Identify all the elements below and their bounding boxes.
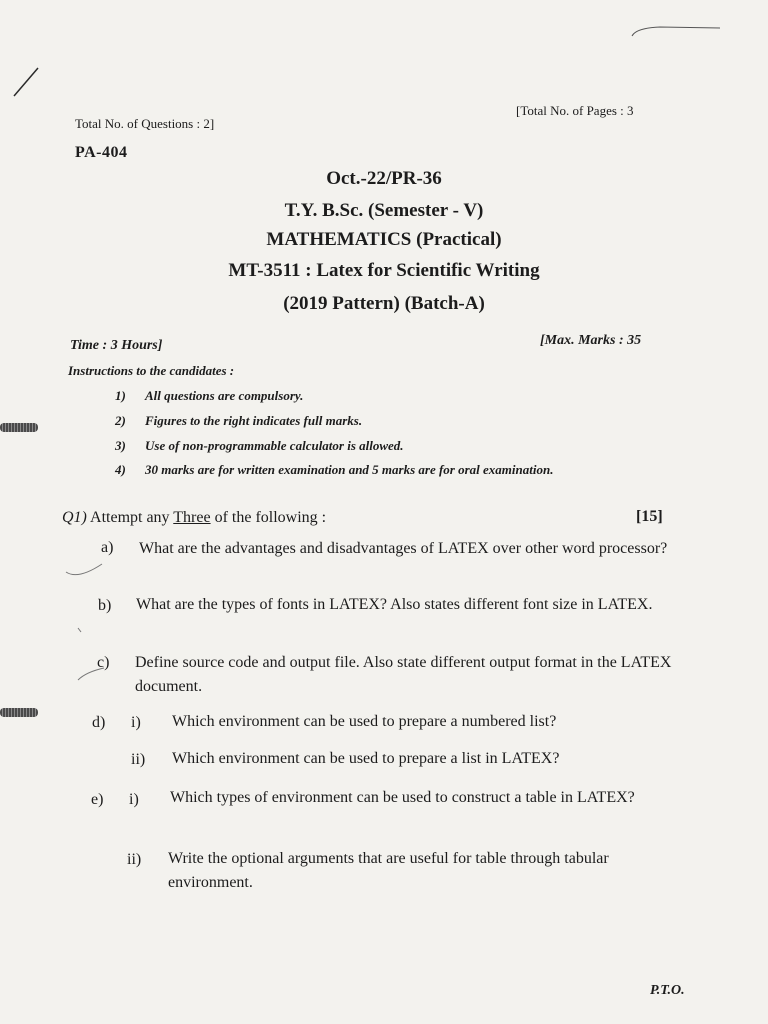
part-e-i-text: Which types of environment can be used to construct a table in LATEX? [170,789,635,806]
total-pages: [Total No. of Pages : 3 [516,103,634,118]
question-number: Q1) [62,509,87,526]
instruction-number: 1) [115,388,126,403]
time-label: Time : 3 Hours] [70,338,163,353]
part-label: a) [101,539,114,556]
instruction-number: 2) [115,413,126,428]
max-marks: [Max. Marks : 35 [540,333,642,348]
subpart-label: i) [129,791,139,808]
instruction-number: 4) [115,462,126,477]
instruction-text: All questions are compulsory. [145,388,304,403]
part-label: d) [92,714,106,731]
session-title: Oct.-22/PR-36 [326,168,442,189]
part-e-ii-text: Write the optional arguments that are useful for table through tabular environment. [168,850,609,891]
binder-hole-icon [0,423,38,432]
subpart-label: i) [131,714,141,731]
instructions-heading: Instructions to the candidates : [68,363,235,378]
question-marks: [15] [636,508,663,525]
instruction-text: Use of non-programmable calculator is allowed. [145,438,404,453]
part-c-text: Define source code and output file. Also state different output format in the LATEX document. [135,654,672,695]
instruction-number: 3) [115,438,126,453]
question-prompt-underlined: Three [173,509,211,526]
binder-hole-icon [0,708,38,717]
part-d-ii-text: Which environment can be used to prepare a list in LATEX? [172,750,560,767]
part-label: c) [97,654,110,671]
course-title: T.Y. B.Sc. (Semester - V) [284,200,484,221]
question-prompt-before: Attempt any [90,509,174,526]
part-b-text: What are the types of fonts in LATEX? Also states different font size in LATEX. [136,596,653,613]
instruction-text: 30 marks are for written examination and 5 marks are for oral examination. [145,462,554,477]
subpart-label: ii) [131,751,146,768]
part-a-text: What are the advantages and disadvantages of LATEX over other word processor? [139,540,668,557]
total-questions: Total No. of Questions : 2] [75,116,215,131]
paper-title: MT-3511 : Latex for Scientific Writing [228,260,540,281]
paper-code: PA-404 [75,144,128,161]
subpart-label: ii) [127,851,142,868]
question-prompt-after: of the following : [210,509,327,526]
pto-label: P.T.O. [650,983,685,998]
part-label: e) [91,791,104,808]
question-heading [62,506,326,529]
subject-title: MATHEMATICS (Practical) [266,229,502,250]
instruction-text: Figures to the right indicates full marks. [145,413,363,428]
part-label: b) [98,597,112,614]
pattern-title: (2019 Pattern) (Batch-A) [283,293,485,314]
part-d-i-text: Which environment can be used to prepare a numbered list? [172,713,557,730]
